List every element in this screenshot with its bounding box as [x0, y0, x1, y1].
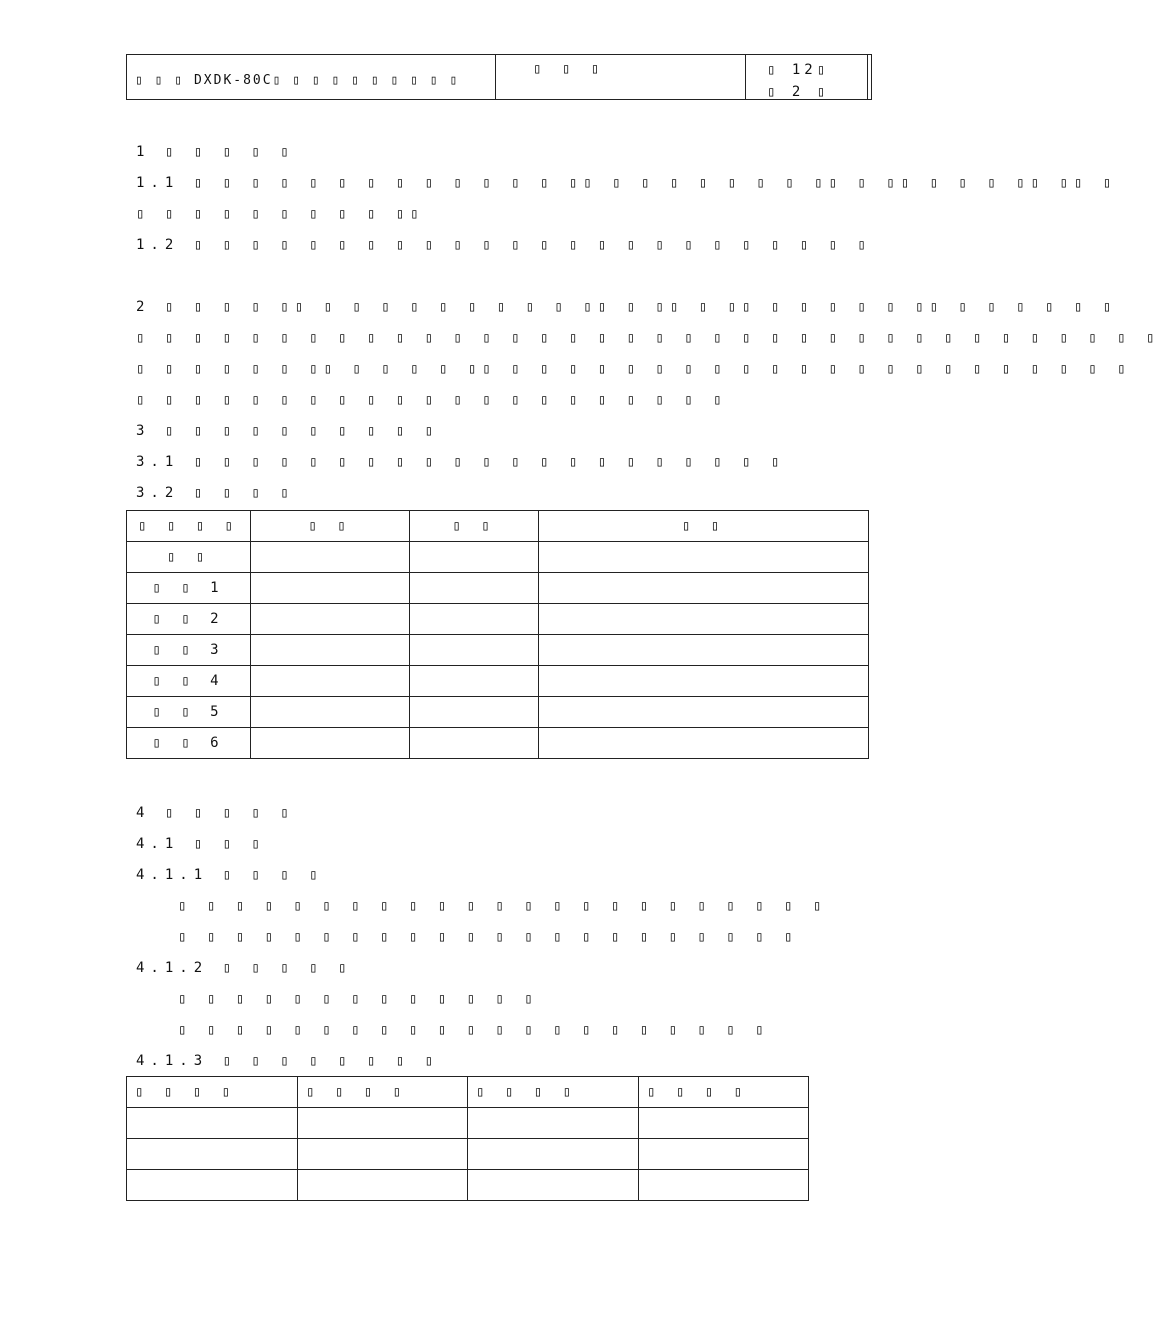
paragraph-line: 1.2 ▯ ▯ ▯ ▯ ▯ ▯ ▯ ▯ ▯ ▯ ▯ ▯ ▯ ▯ ▯ ▯ ▯ ▯ ▯ ▯ ▯ ▯ ▯ ▯ [136, 237, 872, 253]
table-header-cell: ▯ ▯ ▯ ▯ [468, 1077, 639, 1108]
header-middle-cell: ▯ ▯ ▯ [533, 61, 606, 77]
table-cell [410, 542, 539, 573]
paragraph-line: ▯ ▯ ▯ ▯ ▯ ▯ ▯ ▯ ▯ ▯ ▯ ▯ ▯ ▯ ▯ ▯ ▯ ▯ ▯ ▯ ▯ [136, 392, 728, 408]
section-heading: 4.1.2 ▯ ▯ ▯ ▯ ▯ [136, 960, 353, 976]
table-cell [539, 728, 869, 759]
table-cell [639, 1139, 809, 1170]
table-row [127, 635, 869, 666]
table-cell [539, 573, 869, 604]
table-cell: ▯ ▯ 6 [127, 728, 251, 759]
table-row [127, 604, 869, 635]
table-cell [539, 604, 869, 635]
table-cell [251, 573, 410, 604]
header-divider [495, 55, 496, 99]
table-cell [539, 697, 869, 728]
paragraph-line: ▯ ▯ ▯ ▯ ▯ ▯ ▯ ▯ ▯ ▯ ▯ ▯ ▯ [178, 991, 539, 1007]
page-total: ▯ 12▯ [767, 62, 830, 78]
paragraph-line: ▯ ▯ ▯ ▯ ▯ ▯ ▯▯ ▯ ▯ ▯ ▯ ▯▯ ▯ ▯ ▯ ▯ ▯ ▯ ▯ ▯ ▯ ▯ ▯ ▯ ▯ ▯ ▯ ▯ ▯ ▯ ▯ ▯ ▯ ▯ [136, 361, 1132, 377]
page-current: ▯ 2 ▯ [767, 84, 830, 100]
table-cell [468, 1108, 639, 1139]
table-header-cell: ▯ ▯ [539, 511, 869, 542]
table-cell [251, 604, 410, 635]
table-header-cell: ▯ ▯ [251, 511, 410, 542]
table-header-cell: ▯ ▯ ▯ ▯ [298, 1077, 468, 1108]
table-cell [410, 728, 539, 759]
table-cell [298, 1139, 468, 1170]
paragraph-line: 3.1 ▯ ▯ ▯ ▯ ▯ ▯ ▯ ▯ ▯ ▯ ▯ ▯ ▯ ▯ ▯ ▯ ▯ ▯ ▯ ▯ ▯ [136, 454, 786, 470]
table-cell [539, 542, 869, 573]
paragraph-line: ▯ ▯ ▯ ▯ ▯ ▯ ▯ ▯ ▯ ▯ ▯ ▯ ▯ ▯ ▯ ▯ ▯ ▯ ▯ ▯ ▯ ▯ ▯ ▯ ▯ ▯ ▯ ▯ ▯ ▯ ▯ ▯ ▯ ▯ ▯ ▯ [136, 330, 1160, 346]
table-row [127, 666, 869, 697]
data-table-2 [126, 1076, 809, 1201]
table-cell [127, 1108, 298, 1139]
section-heading: 4.1.3 ▯ ▯ ▯ ▯ ▯ ▯ ▯ ▯ [136, 1053, 440, 1069]
table-cell [127, 1139, 298, 1170]
table-header-cell: ▯ ▯ ▯ ▯ [127, 1077, 298, 1108]
table-header-cell: ▯ ▯ ▯ ▯ [127, 511, 251, 542]
section-heading: 4 ▯ ▯ ▯ ▯ ▯ [136, 805, 295, 821]
document-title: ▯ ▯ ▯ DXDK-80C▯ ▯ ▯ ▯ ▯ ▯ ▯ ▯ ▯ ▯ [135, 73, 460, 88]
section-heading: 4.1.1 ▯ ▯ ▯ ▯ [136, 867, 324, 883]
table-cell [410, 666, 539, 697]
table-cell [410, 604, 539, 635]
table-cell [298, 1170, 468, 1201]
header-divider [867, 55, 868, 99]
table-cell: ▯ ▯ 2 [127, 604, 251, 635]
table-cell [127, 1170, 298, 1201]
table-cell [539, 635, 869, 666]
table-cell [639, 1108, 809, 1139]
table-header-row [127, 1077, 809, 1108]
table-row [127, 1139, 809, 1170]
table-cell: ▯ ▯ 5 [127, 697, 251, 728]
paragraph-line: ▯ ▯ ▯ ▯ ▯ ▯ ▯ ▯ ▯ ▯ ▯ ▯ ▯ ▯ ▯ ▯ ▯ ▯ ▯ ▯ ▯ [178, 1022, 770, 1038]
table-cell [468, 1139, 639, 1170]
paragraph-line: 2 ▯ ▯ ▯ ▯ ▯▯ ▯ ▯ ▯ ▯ ▯ ▯ ▯ ▯ ▯ ▯▯ ▯ ▯▯ ▯ ▯▯ ▯ ▯ ▯ ▯ ▯ ▯▯ ▯ ▯ ▯ ▯ ▯ ▯ [136, 299, 1118, 315]
document-header [126, 54, 872, 100]
table-cell [410, 635, 539, 666]
table-cell [298, 1108, 468, 1139]
table-cell: ▯ ▯ 1 [127, 573, 251, 604]
table-header-cell: ▯ ▯ ▯ ▯ [639, 1077, 809, 1108]
table-row [127, 542, 869, 573]
table-row [127, 1108, 809, 1139]
table-row [127, 573, 869, 604]
table-cell [468, 1170, 639, 1201]
table-cell: ▯ ▯ 3 [127, 635, 251, 666]
table-cell [251, 635, 410, 666]
table-cell: ▯ ▯ [127, 542, 251, 573]
table-row [127, 728, 869, 759]
section-heading: 4.1 ▯ ▯ ▯ [136, 836, 266, 852]
page-info [767, 59, 829, 103]
table-header-cell: ▯ ▯ [410, 511, 539, 542]
section-heading: 3 ▯ ▯ ▯ ▯ ▯ ▯ ▯ ▯ ▯ ▯ [136, 423, 440, 439]
table-cell [410, 573, 539, 604]
paragraph-line: 3.2 ▯ ▯ ▯ ▯ [136, 485, 295, 501]
data-table-1 [126, 510, 869, 759]
table-header-row [127, 511, 869, 542]
table-cell [639, 1170, 809, 1201]
table-cell [251, 542, 410, 573]
section-heading: 1 ▯ ▯ ▯ ▯ ▯ [136, 144, 295, 160]
table-cell [251, 728, 410, 759]
table-cell: ▯ ▯ 4 [127, 666, 251, 697]
table-row [127, 1170, 809, 1201]
header-divider [745, 55, 746, 99]
paragraph-line: ▯ ▯ ▯ ▯ ▯ ▯ ▯ ▯ ▯ ▯ ▯ ▯ ▯ ▯ ▯ ▯ ▯ ▯ ▯ ▯ ▯ ▯ ▯ [178, 898, 828, 914]
table-row [127, 697, 869, 728]
table-cell [410, 697, 539, 728]
paragraph-line: 1.1 ▯ ▯ ▯ ▯ ▯ ▯ ▯ ▯ ▯ ▯ ▯ ▯ ▯ ▯▯ ▯ ▯ ▯ ▯ ▯ ▯ ▯ ▯▯ ▯ ▯▯ ▯ ▯ ▯ ▯▯ ▯▯ ▯ [136, 175, 1118, 191]
table-cell [539, 666, 869, 697]
paragraph-line: ▯ ▯ ▯ ▯ ▯ ▯ ▯ ▯ ▯ ▯▯ [136, 206, 425, 222]
paragraph-line: ▯ ▯ ▯ ▯ ▯ ▯ ▯ ▯ ▯ ▯ ▯ ▯ ▯ ▯ ▯ ▯ ▯ ▯ ▯ ▯ ▯ ▯ [178, 929, 799, 945]
table-cell [251, 697, 410, 728]
table-cell [251, 666, 410, 697]
